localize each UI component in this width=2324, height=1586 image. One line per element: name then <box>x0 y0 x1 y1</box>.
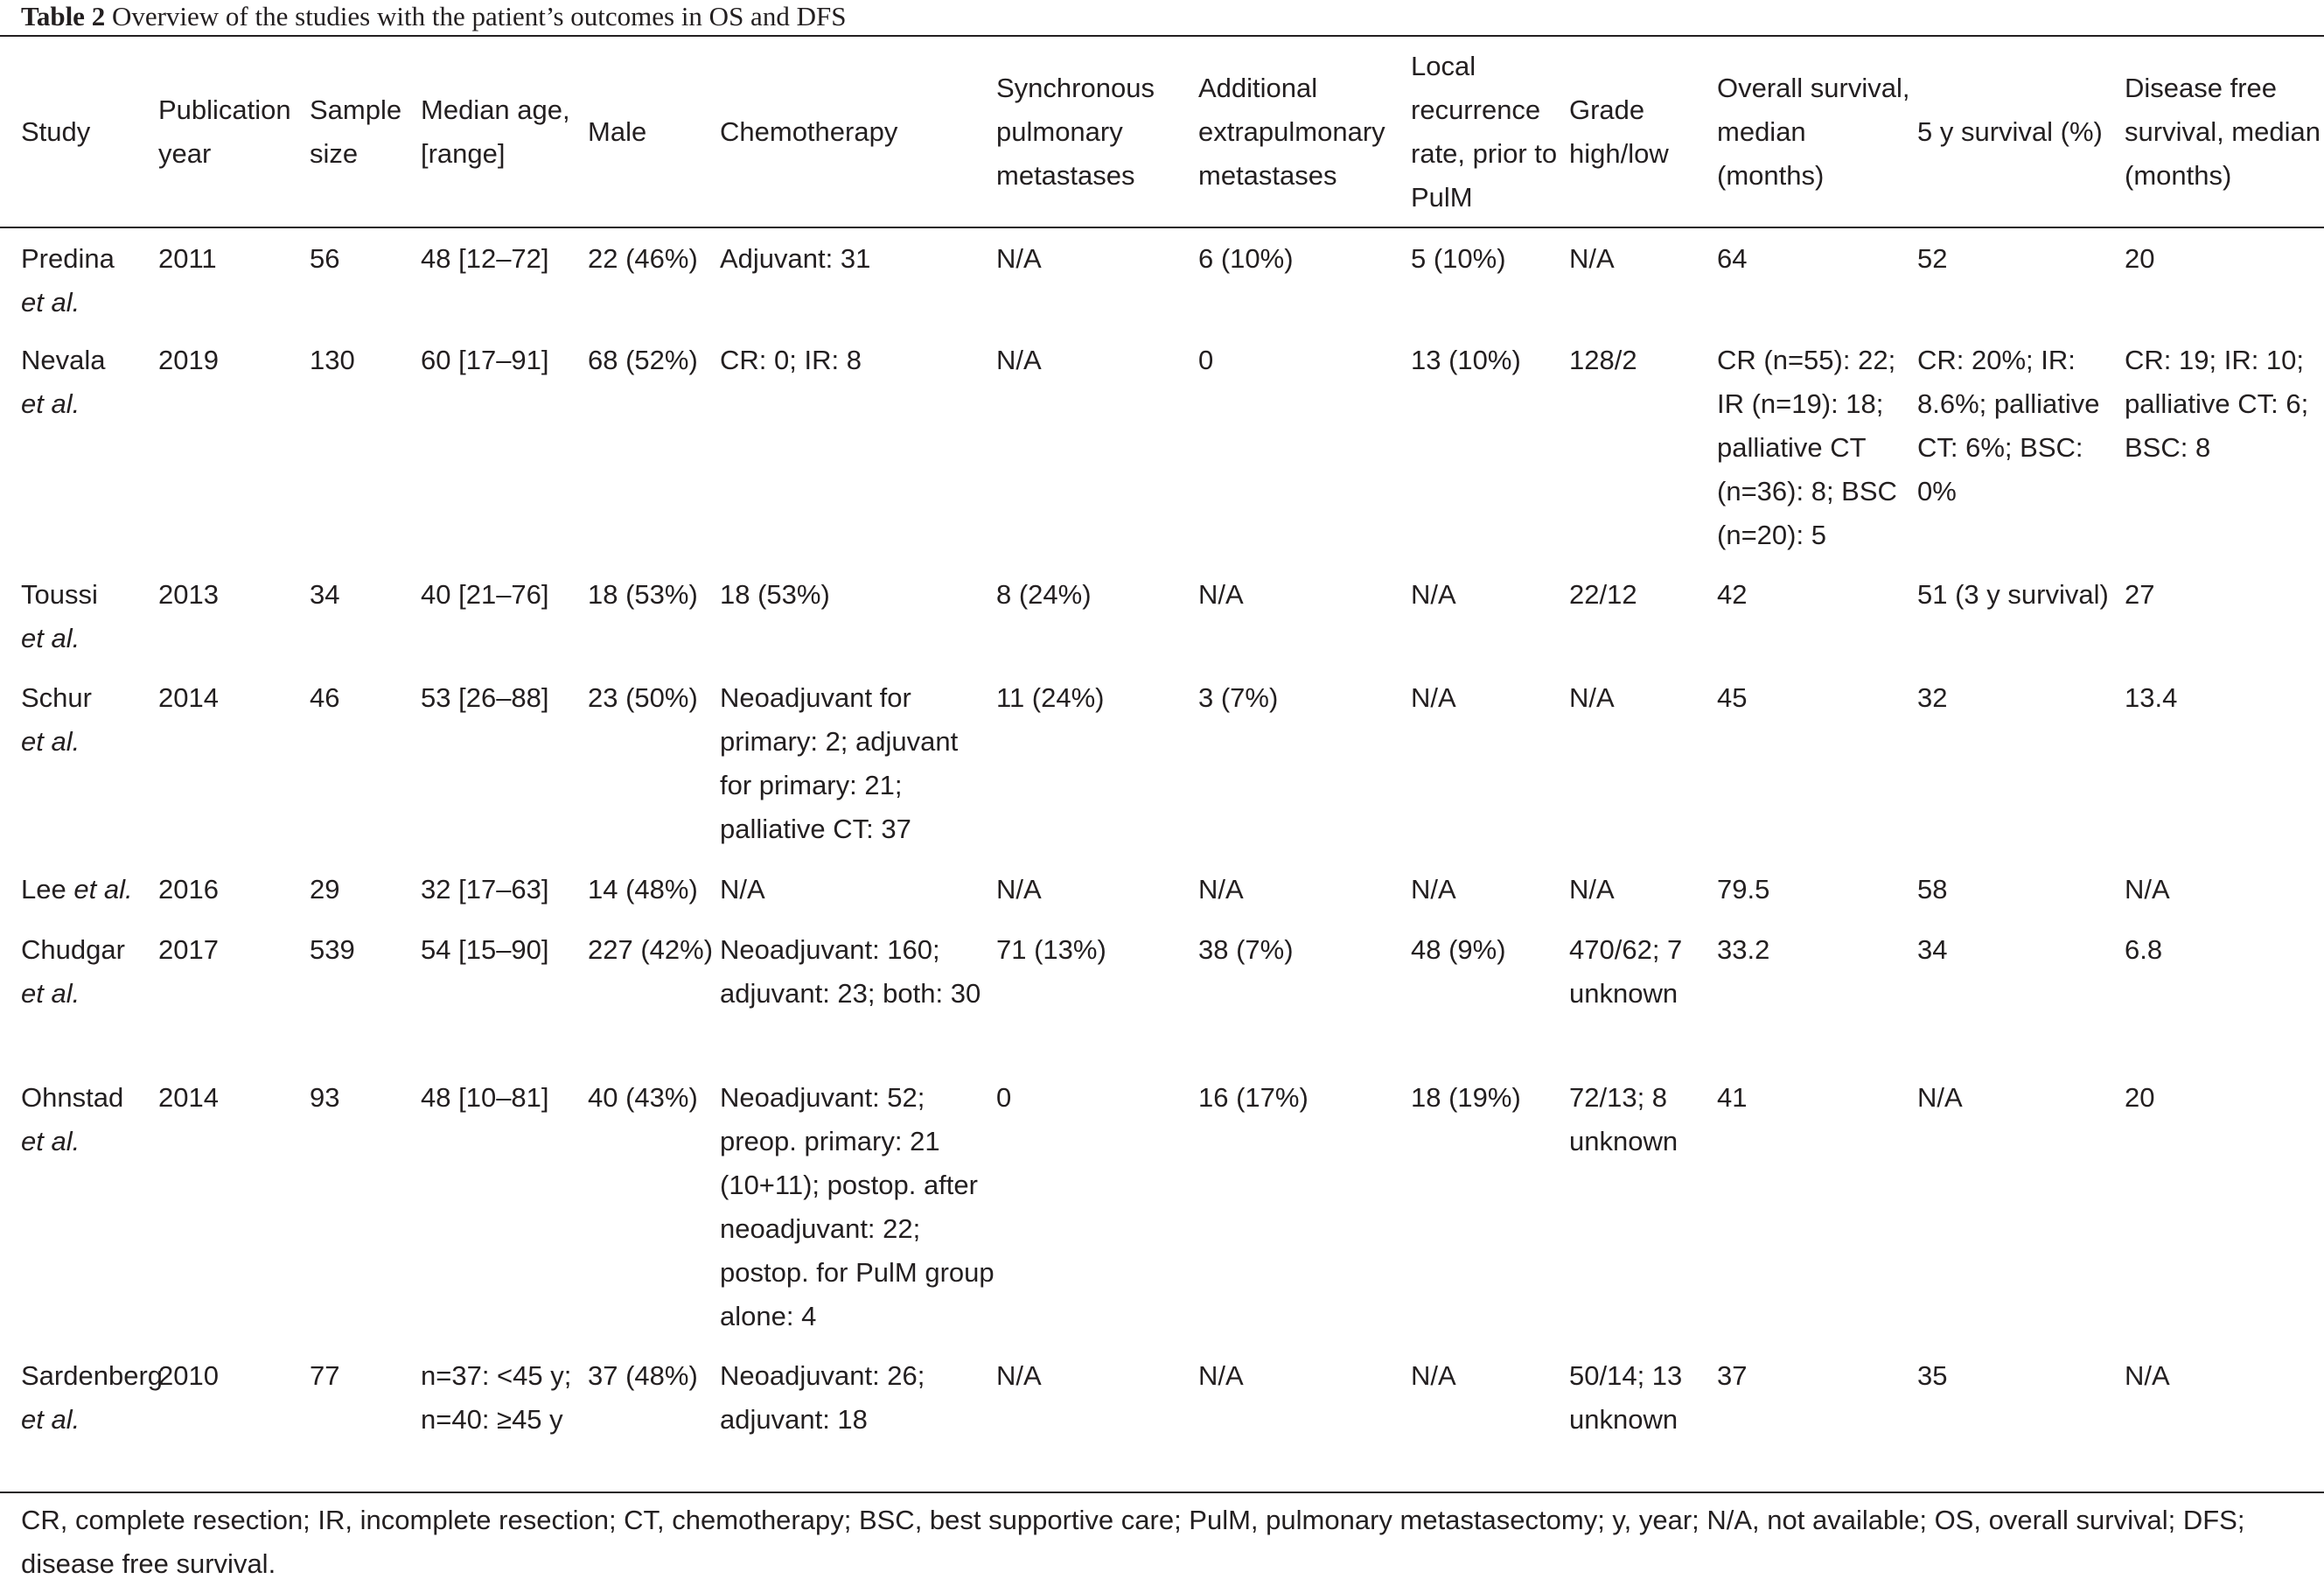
cell-sync: 8 (24%) <box>996 579 1092 610</box>
cell-sync: N/A <box>996 1360 1042 1391</box>
cell-age: 40 [21–76] <box>421 579 549 610</box>
cell-extra: N/A <box>1198 579 1244 610</box>
cell-year: 2014 <box>158 1082 219 1113</box>
cell-sync: 71 (13%) <box>996 934 1106 965</box>
cell-chemo: 18 (53%) <box>720 579 830 610</box>
col-header-surv5: 5 y survival (%) <box>1917 115 2103 147</box>
cell-extra: N/A <box>1198 874 1244 905</box>
cell-surv5: 35 <box>1917 1360 1948 1391</box>
cell-surv5: CR: 20%; IR: 8.6%; palliative CT: 6%; BSC: 0% <box>1917 345 2100 507</box>
cell-study: Predina et al. <box>21 243 115 318</box>
cell-surv5: 34 <box>1917 934 1948 965</box>
cell-male: 68 (52%) <box>588 345 698 375</box>
cell-surv5: 32 <box>1917 682 1948 713</box>
cell-grade: 128/2 <box>1569 345 1637 375</box>
cell-dfs: 20 <box>2125 1082 2155 1113</box>
cell-male: 23 (50%) <box>588 682 698 713</box>
cell-grade: N/A <box>1569 874 1615 905</box>
cell-extra: 38 (7%) <box>1198 934 1294 965</box>
cell-dfs: 6.8 <box>2125 934 2163 965</box>
cell-extra: 16 (17%) <box>1198 1082 1309 1113</box>
cell-study: Ohnstad et al. <box>21 1082 124 1156</box>
table-row <box>0 919 2324 1067</box>
table-row <box>0 227 2324 330</box>
cell-year: 2010 <box>158 1360 219 1391</box>
cell-dfs: CR: 19; IR: 10; palliative CT: 6; BSC: 8 <box>2125 345 2309 463</box>
cell-age: 54 [15–90] <box>421 934 549 965</box>
cell-os: 45 <box>1717 682 1748 713</box>
cell-year: 2011 <box>158 243 217 274</box>
caption-text: Overview of the studies with the patient’s outcomes in OS and DFS <box>111 1 847 31</box>
cell-extra: 6 (10%) <box>1198 243 1294 274</box>
cell-age: n=37: <45 y; n=40: ≥45 y <box>421 1360 572 1435</box>
cell-surv5: 51 (3 y survival) <box>1917 579 2109 610</box>
cell-age: 48 [12–72] <box>421 243 549 274</box>
cell-sample: 539 <box>310 934 355 965</box>
cell-chemo: CR: 0; IR: 8 <box>720 345 862 375</box>
cell-dfs: 27 <box>2125 579 2155 610</box>
cell-local: N/A <box>1411 1360 1456 1391</box>
cell-extra: 3 (7%) <box>1198 682 1279 713</box>
cell-local: N/A <box>1411 682 1456 713</box>
cell-chemo: Neoadjuvant: 52; preop. primary: 21 (10+11); postop. after neoadjuvant: 22; postop. for PulM group alone: 4 <box>720 1082 995 1331</box>
col-header-year: Publication year <box>158 94 291 169</box>
cell-sync: N/A <box>996 243 1042 274</box>
cell-local: 13 (10%) <box>1411 345 1521 375</box>
cell-grade: 470/62; 7 unknown <box>1569 934 1683 1009</box>
col-header-extra: Additional extrapulmonary metastases <box>1198 72 1385 191</box>
cell-grade: 72/13; 8 unknown <box>1569 1082 1678 1156</box>
cell-age: 60 [17–91] <box>421 345 549 375</box>
cell-sync: 11 (24%) <box>996 682 1105 713</box>
cell-chemo: Neoadjuvant: 160; adjuvant: 23; both: 30 <box>720 934 981 1009</box>
cell-chemo: N/A <box>720 874 765 905</box>
bottom-rule <box>0 1492 2324 1493</box>
cell-local: N/A <box>1411 874 1456 905</box>
cell-os: 33.2 <box>1717 934 1770 965</box>
cell-dfs: 20 <box>2125 243 2155 274</box>
cell-dfs: N/A <box>2125 1360 2170 1391</box>
cell-male: 40 (43%) <box>588 1082 698 1113</box>
table-row <box>0 859 2324 919</box>
cell-os: 37 <box>1717 1360 1748 1391</box>
col-header-age: Median age, [range] <box>421 94 570 169</box>
cell-chemo: Neoadjuvant: 26; adjuvant: 18 <box>720 1360 925 1435</box>
cell-male: 14 (48%) <box>588 874 698 905</box>
table-row <box>0 1067 2324 1345</box>
cell-age: 32 [17–63] <box>421 874 549 905</box>
cell-local: 48 (9%) <box>1411 934 1506 965</box>
cell-os: 41 <box>1717 1082 1748 1113</box>
cell-local: 18 (19%) <box>1411 1082 1521 1113</box>
table-row <box>0 564 2324 667</box>
cell-age: 53 [26–88] <box>421 682 549 713</box>
cell-sample: 130 <box>310 345 355 375</box>
cell-male: 22 (46%) <box>588 243 698 274</box>
cell-study: Nevala et al. <box>21 345 106 419</box>
col-header-male: Male <box>588 115 647 147</box>
cell-local: N/A <box>1411 579 1456 610</box>
cell-study: Lee et al. <box>21 874 133 905</box>
cell-dfs: N/A <box>2125 874 2170 905</box>
cell-year: 2014 <box>158 682 219 713</box>
cell-sample: 56 <box>310 243 340 274</box>
cell-sample: 93 <box>310 1082 340 1113</box>
col-header-sync: Synchronous pulmonary metastases <box>996 72 1155 191</box>
cell-os: CR (n=55): 22; IR (n=19): 18; palliative CT (n=36): 8; BSC (n=20): 5 <box>1717 345 1897 550</box>
col-header-chemo: Chemotherapy <box>720 115 898 147</box>
cell-grade: 50/14; 13 unknown <box>1569 1360 1683 1435</box>
col-header-dfs: Disease free survival, median (months) <box>2125 72 2321 191</box>
col-header-sample: Sample size <box>310 94 402 169</box>
col-header-grade: Grade high/low <box>1569 94 1669 169</box>
cell-male: 37 (48%) <box>588 1360 698 1391</box>
cell-grade: N/A <box>1569 682 1615 713</box>
table-caption <box>21 0 846 33</box>
cell-surv5: 58 <box>1917 874 1948 905</box>
table-footnote: CR, complete resection; IR, incomplete resection; CT, chemotherapy; BSC, best supportive care; PulM, pulmonary metastasectomy; y, year; N/A, not available; OS, overall survival; DFS; disease free survival. <box>21 1505 2245 1579</box>
cell-study: Schur et al. <box>21 682 92 757</box>
col-header-os: Overall survival, median (months) <box>1717 72 1910 191</box>
table-row <box>0 330 2324 564</box>
cell-year: 2016 <box>158 874 219 905</box>
cell-chemo: Neoadjuvant for primary: 2; adjuvant for primary: 21; palliative CT: 37 <box>720 682 959 844</box>
cell-sync: 0 <box>996 1082 1012 1113</box>
table-row <box>0 1345 2324 1459</box>
cell-dfs: 13.4 <box>2125 682 2178 713</box>
cell-sample: 29 <box>310 874 340 905</box>
cell-male: 227 (42%) <box>588 934 714 965</box>
cell-os: 79.5 <box>1717 874 1770 905</box>
cell-age: 48 [10–81] <box>421 1082 549 1113</box>
col-header-local: Local recurrence rate, prior to PulM <box>1411 50 1558 213</box>
cell-sample: 46 <box>310 682 340 713</box>
header-row <box>0 37 2324 227</box>
cell-extra: 0 <box>1198 345 1214 375</box>
cell-male: 18 (53%) <box>588 579 698 610</box>
cell-year: 2017 <box>158 934 219 965</box>
cell-grade: N/A <box>1569 243 1615 274</box>
cell-surv5: 52 <box>1917 243 1948 274</box>
cell-sync: N/A <box>996 874 1042 905</box>
cell-surv5: N/A <box>1917 1082 1963 1113</box>
cell-sample: 34 <box>310 579 340 610</box>
cell-study: Chudgar et al. <box>21 934 125 1009</box>
cell-os: 64 <box>1717 243 1748 274</box>
cell-year: 2013 <box>158 579 219 610</box>
cell-sample: 77 <box>310 1360 340 1391</box>
cell-study: Toussi et al. <box>21 579 98 653</box>
table-row <box>0 667 2324 859</box>
cell-study: Sardenberg et al. <box>21 1360 164 1435</box>
cell-os: 42 <box>1717 579 1748 610</box>
cell-local: 5 (10%) <box>1411 243 1506 274</box>
cell-grade: 22/12 <box>1569 579 1637 610</box>
cell-extra: N/A <box>1198 1360 1244 1391</box>
cell-year: 2019 <box>158 345 219 375</box>
caption-label: Table 2 <box>21 1 106 31</box>
cell-chemo: Adjuvant: 31 <box>720 243 871 274</box>
studies-table <box>0 37 2324 1459</box>
col-header-study: Study <box>21 115 91 147</box>
cell-sync: N/A <box>996 345 1042 375</box>
